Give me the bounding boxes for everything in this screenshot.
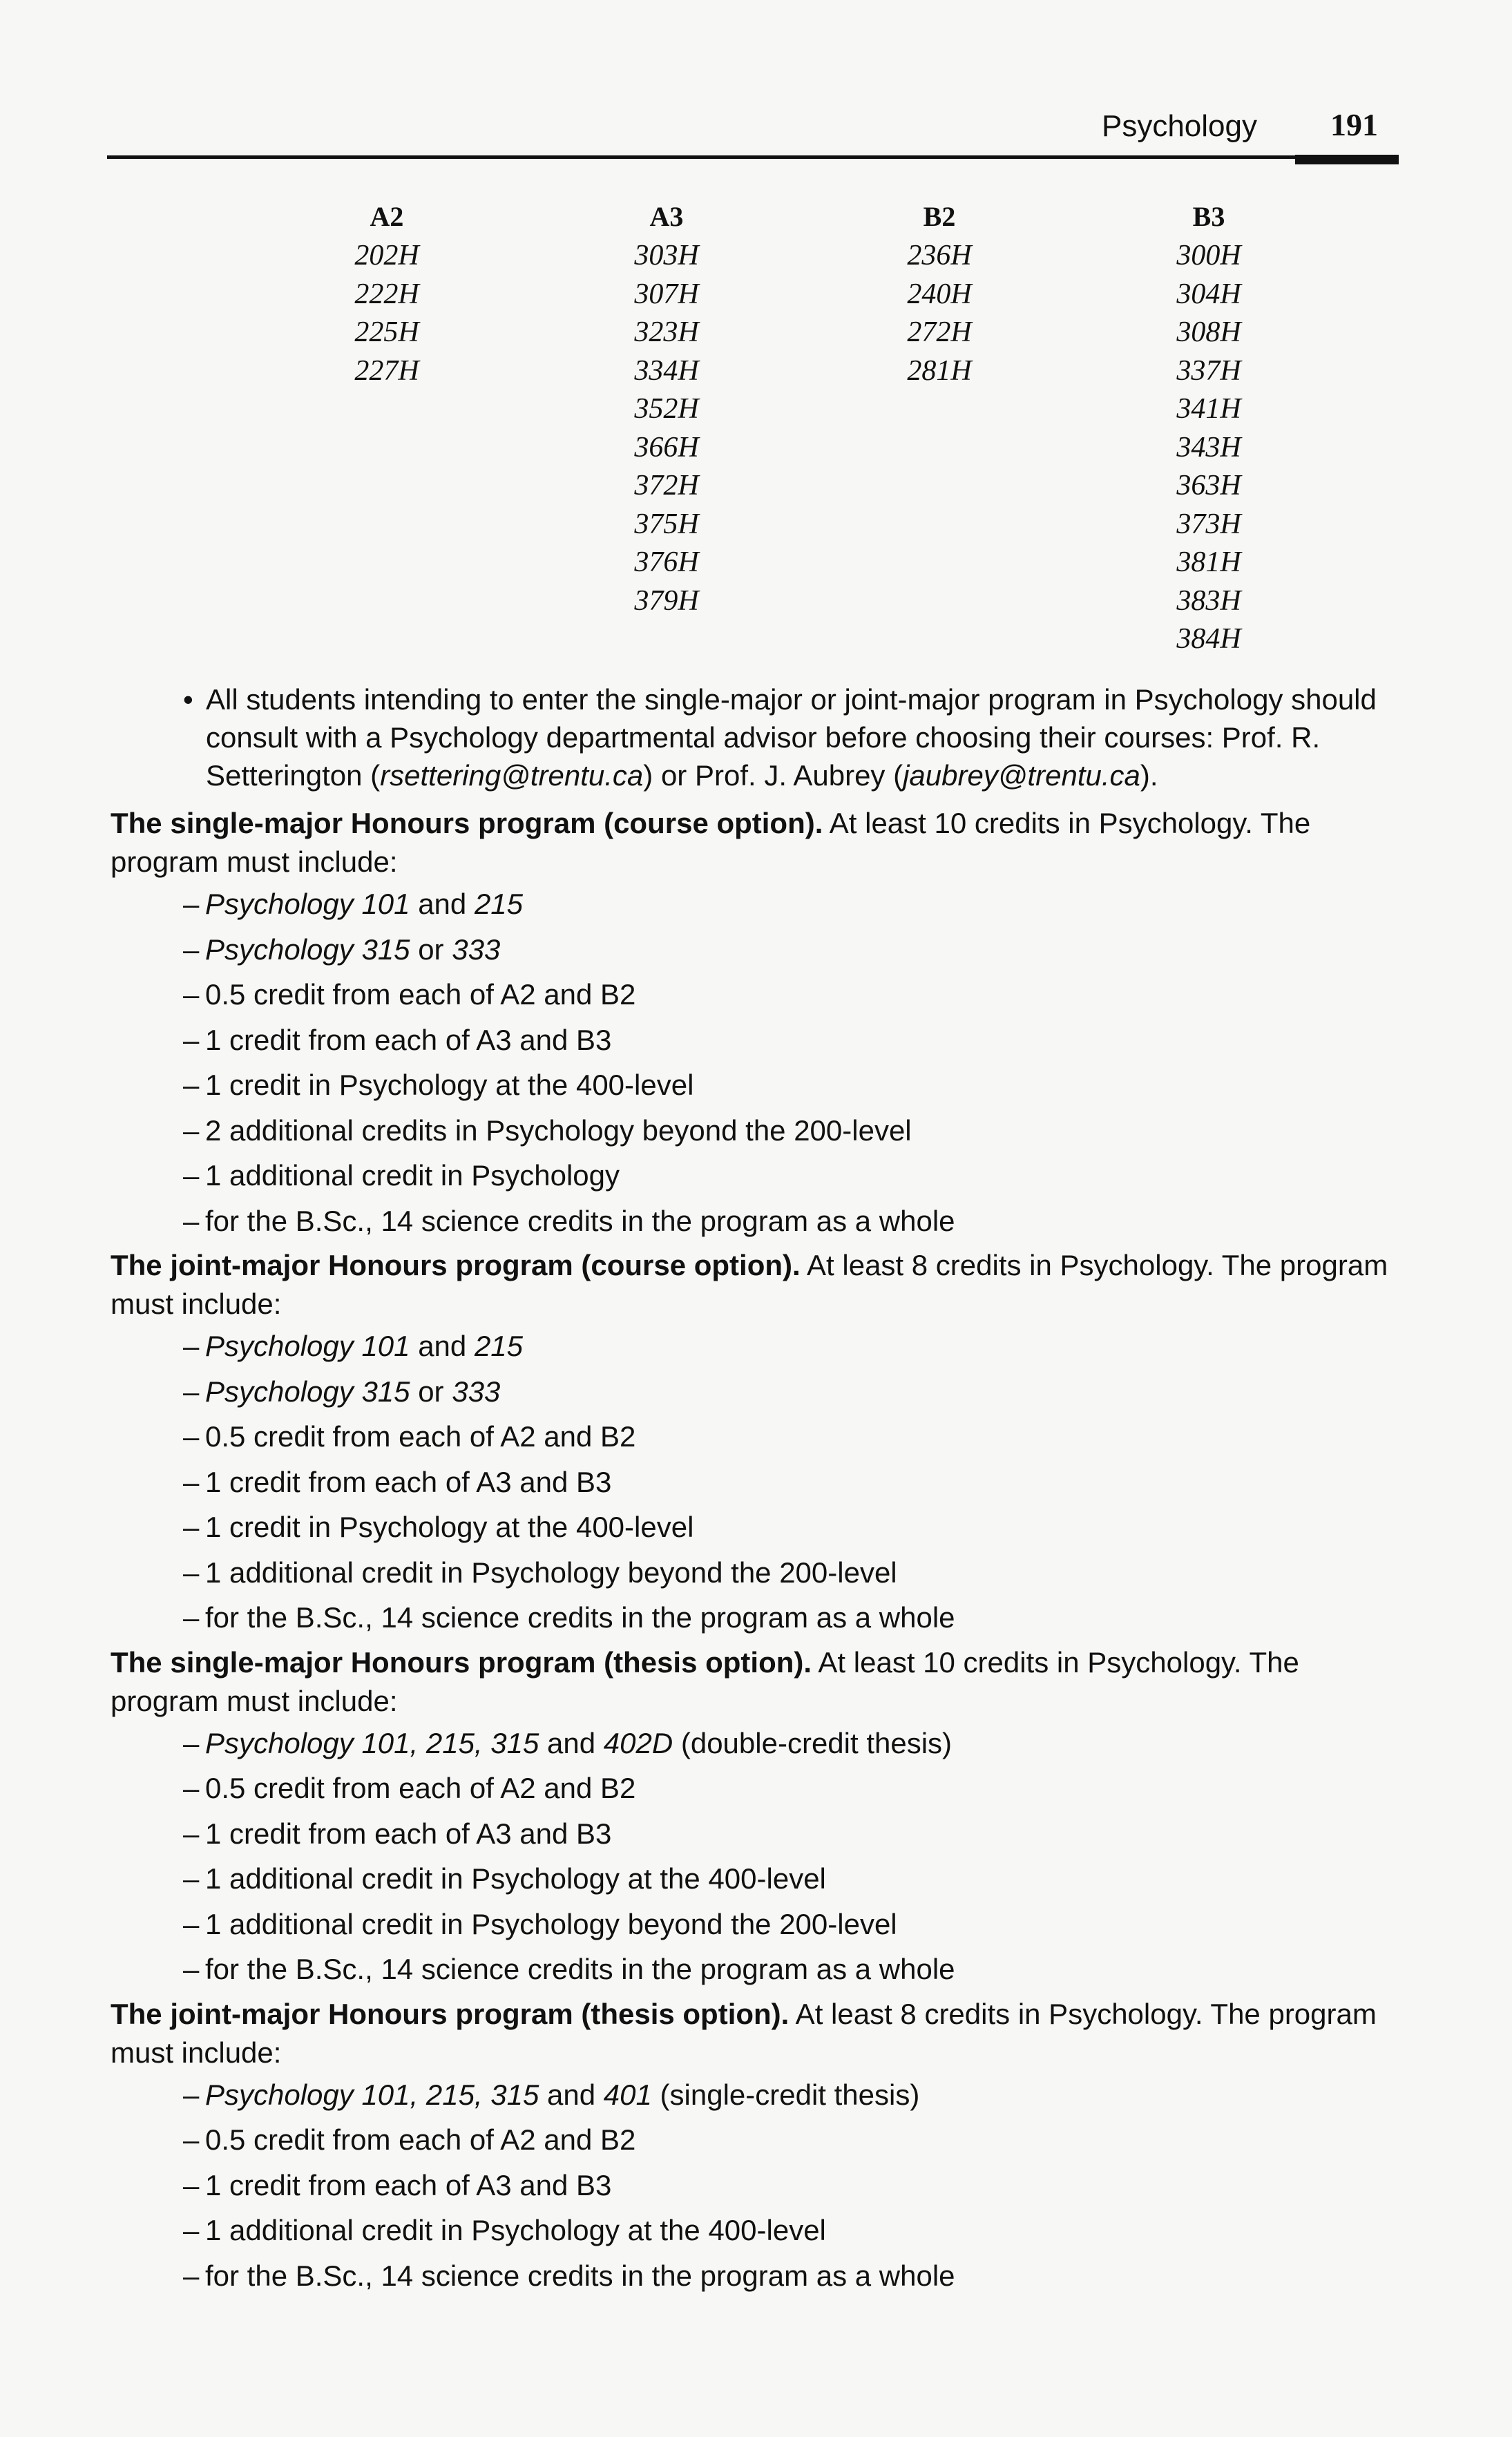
program-intro: At least 8 credits in Psychology. The program must include: bbox=[111, 1249, 1388, 1320]
course-code: 308H bbox=[1176, 316, 1241, 348]
program-heading bbox=[111, 1246, 1395, 1323]
dash-icon: – bbox=[183, 2123, 200, 2156]
course-ref: 333 bbox=[452, 1375, 501, 1408]
course-code: 300H bbox=[1176, 240, 1241, 271]
requirement-text: for the B.Sc., 14 science credits in the program as a whole bbox=[205, 1601, 955, 1634]
dash-icon: – bbox=[183, 1953, 200, 1985]
dash-icon: – bbox=[183, 2214, 200, 2246]
note-text: ) or Prof. J. Aubrey ( bbox=[643, 759, 903, 792]
requirement-text: (single-credit thesis) bbox=[651, 2078, 920, 2111]
requirement-item bbox=[111, 1153, 1395, 1198]
dash-icon: – bbox=[183, 1907, 200, 1940]
advisor-email[interactable]: jaubrey@trentu.ca bbox=[903, 759, 1140, 792]
requirement-item bbox=[111, 2117, 1395, 2163]
program-heading bbox=[111, 1643, 1395, 1721]
section-title: Psychology bbox=[1101, 109, 1257, 143]
requirement-item bbox=[111, 881, 1395, 927]
requirement-text: 1 credit from each of A3 and B3 bbox=[205, 2168, 612, 2201]
requirement-list bbox=[111, 1323, 1395, 1641]
dash-icon: – bbox=[183, 1204, 200, 1237]
dash-icon: – bbox=[183, 888, 200, 920]
program-title: The single-major Honours program (course option). bbox=[111, 807, 823, 839]
course-code: 363H bbox=[1176, 470, 1241, 501]
requirement-item bbox=[111, 1595, 1395, 1641]
dash-icon: – bbox=[183, 978, 200, 1011]
dash-icon: – bbox=[183, 1726, 200, 1759]
dash-icon: – bbox=[183, 2078, 200, 2111]
course-code: 384H bbox=[1176, 623, 1241, 655]
requirement-text: and bbox=[410, 888, 475, 920]
requirement-list bbox=[111, 881, 1395, 1243]
requirement-text: 1 additional credit in Psychology beyond the 200-level bbox=[205, 1907, 897, 1940]
dash-icon: – bbox=[183, 1114, 200, 1147]
requirement-item bbox=[111, 1017, 1395, 1063]
program-block bbox=[111, 804, 1395, 1243]
dash-icon: – bbox=[183, 1069, 200, 1101]
dash-icon: – bbox=[183, 1511, 200, 1543]
dash-icon: – bbox=[183, 1862, 200, 1895]
requirement-item bbox=[111, 927, 1395, 973]
requirement-text: or bbox=[410, 1375, 452, 1408]
requirement-text: 0.5 credit from each of A2 and B2 bbox=[205, 1772, 636, 1804]
course-code: 383H bbox=[1176, 584, 1241, 617]
course-code: 323H bbox=[634, 316, 699, 348]
course-codes bbox=[850, 237, 1029, 390]
program-title: The single-major Honours program (thesis option). bbox=[111, 1645, 812, 1679]
program-block bbox=[111, 1246, 1395, 1641]
course-code: 225H bbox=[354, 316, 419, 348]
course-codes bbox=[297, 237, 477, 390]
requirement-text: 1 credit in Psychology at the 400-level bbox=[205, 1069, 694, 1101]
dash-icon: – bbox=[183, 1601, 200, 1634]
requirement-text: 1 additional credit in Psychology beyond the 200-level bbox=[205, 1556, 897, 1589]
column-heading: B2 bbox=[923, 201, 956, 232]
course-code: 240H bbox=[907, 278, 972, 310]
program-intro: At least 10 credits in Psychology. The program must include: bbox=[111, 807, 1311, 878]
requirement-item bbox=[111, 2253, 1395, 2299]
program-block bbox=[111, 1643, 1395, 1992]
requirement-text: 2 additional credits in Psychology beyond the 200-level bbox=[205, 1114, 912, 1147]
requirement-item bbox=[111, 1902, 1395, 1947]
bullet-icon: • bbox=[183, 683, 193, 716]
requirement-item bbox=[111, 1766, 1395, 1811]
course-code: 303H bbox=[634, 240, 699, 271]
requirement-text: 1 additional credit in Psychology bbox=[205, 1159, 620, 1192]
course-ref: Psychology 101 bbox=[205, 1330, 410, 1362]
dash-icon: – bbox=[183, 1023, 200, 1056]
course-code: 375H bbox=[634, 508, 699, 540]
course-code: 376H bbox=[634, 546, 699, 578]
course-code: 202H bbox=[354, 240, 419, 271]
requirement-text: 1 additional credit in Psychology at the 400-level bbox=[205, 2214, 826, 2246]
column-a2 bbox=[297, 200, 477, 390]
program-heading bbox=[111, 1995, 1395, 2072]
course-code: 379H bbox=[634, 584, 699, 617]
program-intro: At least 10 credits in Psychology. The program must include: bbox=[111, 1645, 1299, 1717]
requirement-item bbox=[111, 1550, 1395, 1596]
requirement-item bbox=[111, 972, 1395, 1017]
requirement-text: 1 credit from each of A3 and B3 bbox=[205, 1817, 612, 1850]
course-codes bbox=[577, 237, 756, 620]
requirement-list bbox=[111, 2072, 1395, 2299]
requirement-text: (double-credit thesis) bbox=[673, 1726, 953, 1759]
course-code: 334H bbox=[634, 354, 699, 387]
requirement-text: 0.5 credit from each of A2 and B2 bbox=[205, 2123, 636, 2156]
note-text: ). bbox=[1140, 759, 1158, 792]
course-ref: Psychology 315 bbox=[205, 1375, 410, 1408]
requirement-text: and bbox=[410, 1330, 475, 1362]
page-number: 191 bbox=[1330, 107, 1378, 142]
requirement-list bbox=[111, 1721, 1395, 1992]
requirement-text: and bbox=[539, 2078, 604, 2111]
course-code: 341H bbox=[1176, 393, 1241, 425]
requirement-text: or bbox=[410, 933, 452, 966]
course-ref: Psychology 101, 215, 315 bbox=[205, 2078, 539, 2111]
course-code: 372H bbox=[634, 470, 699, 501]
course-code: 373H bbox=[1176, 508, 1241, 540]
requirement-text: 1 credit from each of A3 and B3 bbox=[205, 1023, 612, 1056]
dash-icon: – bbox=[183, 2259, 200, 2292]
course-code: 343H bbox=[1176, 431, 1241, 463]
column-heading: A2 bbox=[370, 201, 404, 232]
program-block bbox=[111, 1995, 1395, 2299]
dash-icon: – bbox=[183, 1420, 200, 1453]
dash-icon: – bbox=[183, 1330, 200, 1362]
requirement-item bbox=[111, 2072, 1395, 2118]
dash-icon: – bbox=[183, 1375, 200, 1408]
program-intro: At least 8 credits in Psychology. The program must include: bbox=[111, 1997, 1377, 2069]
requirement-text: for the B.Sc., 14 science credits in the program as a whole bbox=[205, 1204, 955, 1237]
requirement-item bbox=[111, 1811, 1395, 1857]
dash-icon: – bbox=[183, 1556, 200, 1589]
page-header bbox=[107, 104, 1399, 159]
course-code: 366H bbox=[634, 431, 699, 463]
advisor-email[interactable]: rsettering@trentu.ca bbox=[380, 759, 644, 792]
program-heading bbox=[111, 804, 1395, 881]
column-b3 bbox=[1119, 200, 1299, 659]
course-code: 381H bbox=[1176, 546, 1241, 578]
dash-icon: – bbox=[183, 1159, 200, 1192]
dash-icon: – bbox=[183, 1465, 200, 1498]
requirement-text: 0.5 credit from each of A2 and B2 bbox=[205, 978, 636, 1011]
course-code: 352H bbox=[634, 393, 699, 425]
requirement-text: for the B.Sc., 14 science credits in the program as a whole bbox=[205, 1953, 955, 1985]
requirement-item bbox=[111, 1504, 1395, 1550]
requirement-text: and bbox=[539, 1726, 604, 1759]
page-content bbox=[111, 680, 1395, 2301]
course-ref: Psychology 315 bbox=[205, 933, 410, 966]
requirement-text: 1 credit in Psychology at the 400-level bbox=[205, 1511, 694, 1543]
requirement-item bbox=[111, 1721, 1395, 1766]
dash-icon: – bbox=[183, 2168, 200, 2201]
requirement-text: 1 credit from each of A3 and B3 bbox=[205, 1465, 612, 1498]
requirement-item bbox=[111, 1323, 1395, 1369]
requirement-item bbox=[111, 1460, 1395, 1505]
program-list bbox=[111, 804, 1395, 2298]
requirement-item bbox=[111, 2208, 1395, 2253]
requirement-text: for the B.Sc., 14 science credits in the program as a whole bbox=[205, 2259, 955, 2292]
note-text: All students intending to enter the single-major or joint-major program in Psychology should consult with a Psychology departmental advisor before choosing their courses: Prof. R. Setterington ( bbox=[206, 683, 1377, 792]
requirement-item bbox=[111, 1198, 1395, 1244]
dash-icon: – bbox=[183, 1817, 200, 1850]
requirement-item bbox=[111, 1414, 1395, 1460]
column-heading: A3 bbox=[649, 201, 684, 232]
course-ref: 401 bbox=[603, 2078, 652, 2111]
course-code: 304H bbox=[1176, 278, 1241, 310]
course-code: 227H bbox=[354, 354, 419, 387]
course-ref: 215 bbox=[474, 888, 524, 920]
course-code: 337H bbox=[1176, 354, 1241, 387]
requirement-text: 1 additional credit in Psychology at the 400-level bbox=[205, 1862, 826, 1895]
requirement-item bbox=[111, 1856, 1395, 1902]
course-code: 272H bbox=[907, 316, 972, 348]
course-ref: Psychology 101, 215, 315 bbox=[205, 1726, 539, 1759]
course-codes bbox=[1119, 237, 1299, 659]
requirement-item bbox=[111, 2163, 1395, 2208]
course-code: 281H bbox=[907, 354, 972, 387]
course-ref: Psychology 101 bbox=[205, 888, 410, 920]
course-code: 236H bbox=[907, 240, 972, 271]
requirement-text: 0.5 credit from each of A2 and B2 bbox=[205, 1420, 636, 1453]
header-rule-accent bbox=[1295, 155, 1399, 164]
program-title: The joint-major Honours program (course option). bbox=[111, 1249, 801, 1281]
course-code: 307H bbox=[634, 278, 699, 310]
advisor-note bbox=[111, 680, 1395, 794]
column-b2 bbox=[850, 200, 1029, 390]
header-rule bbox=[107, 155, 1399, 159]
course-ref: 402D bbox=[603, 1726, 673, 1759]
dash-icon: – bbox=[183, 933, 200, 966]
requirement-item bbox=[111, 1369, 1395, 1415]
course-ref: 333 bbox=[452, 933, 501, 966]
column-heading: B3 bbox=[1192, 201, 1225, 232]
column-a3 bbox=[577, 200, 756, 620]
requirement-item bbox=[111, 1062, 1395, 1108]
dash-icon: – bbox=[183, 1772, 200, 1804]
course-ref: 215 bbox=[474, 1330, 524, 1362]
requirement-item bbox=[111, 1947, 1395, 1992]
course-code: 222H bbox=[354, 278, 419, 310]
requirement-item bbox=[111, 1108, 1395, 1154]
program-title: The joint-major Honours program (thesis option). bbox=[111, 1997, 790, 2030]
